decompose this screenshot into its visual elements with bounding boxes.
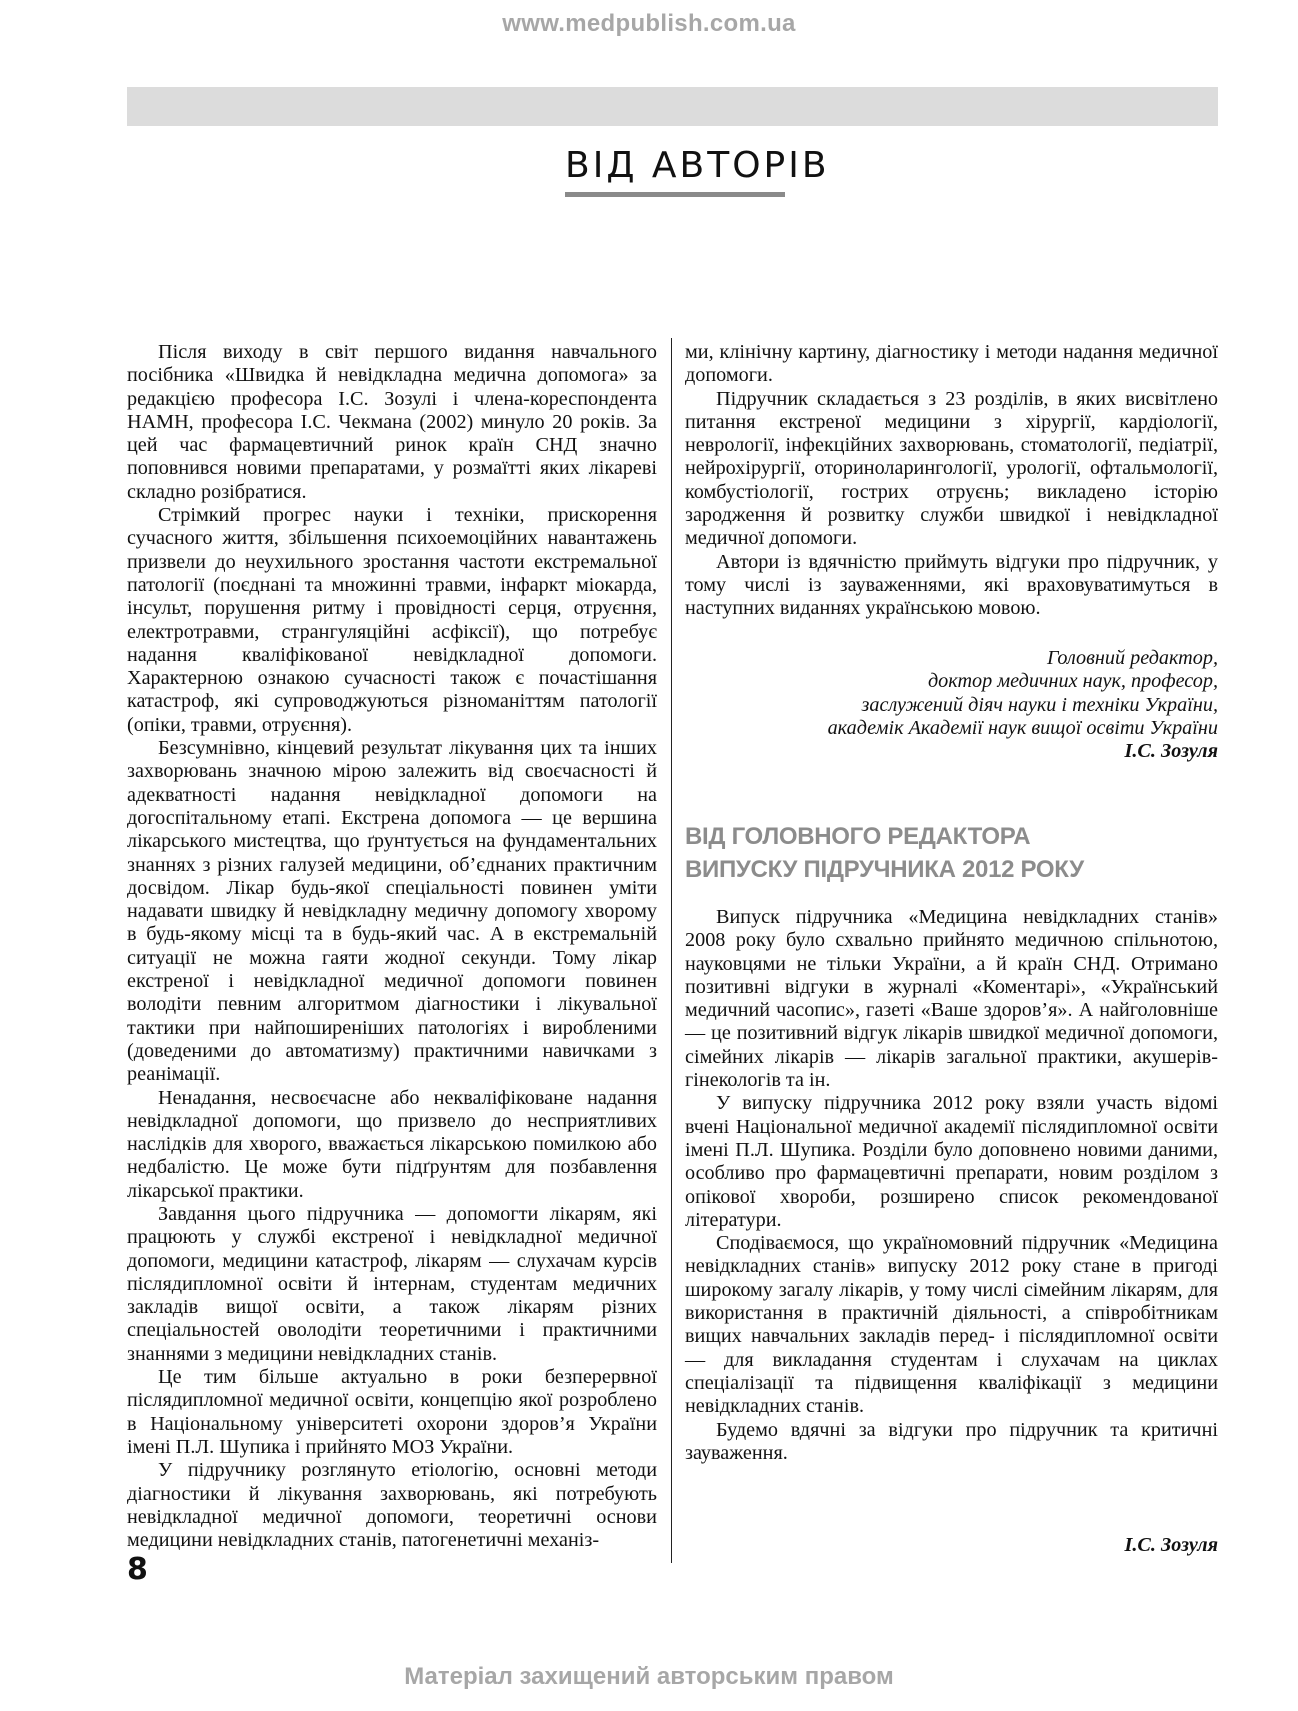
paragraph: Це тим більше актуально в роки безперервної післядипломної медичної освіти, концепцію якої розроблено в Національному університеті охорони здоров’я України імені П.Л. Шупика і прийнято МОЗ України. (127, 1366, 657, 1458)
section-heading (685, 820, 1218, 886)
paragraph: Автори із вдячністю приймуть відгуки про підручник, у тому числі із зауваженнями, які враховуватимуться в наступних виданнях українською мовою. (685, 550, 1218, 620)
paragraph: У підручнику розглянуто етіологію, основні методи діагностики й лікування захворювань, які потребують невідкладної медичної допомоги, теоретичні основи медицини невідкладних станів, патогенетичні механіз- (127, 1459, 657, 1552)
right-column-bottom (685, 906, 1218, 1465)
site-url: www.medpublish.com.ua (502, 10, 796, 37)
paragraph: Безсумнівно, кінцевий результат лікування цих та інших захворювань значною мірою залежить від своєчасності й адекватності надання невідкладної допомоги на догоспітальному етапі. Екстрена допомога — це вершина лікарського мистецтва, що ґрунтується на фундаментальних знаннях з різних галузей медицини, об’єднаних практичним досвідом. Лікар будь-якої спеціальності повинен уміти надавати швидку й невідкладну медичну допомогу хворому в будь-якому місці та в будь-який час. А в екстремальній ситуації не можна гаяти жодної секунди. Тому лікар екстреної і невідкладної медичної допомоги повинен володіти певним алгоритмом діагностики і лікувальної тактики при найпоширеніших патологіях і виробленими (доведеними до автоматизму) практичними навичками з реанімації. (127, 737, 657, 1086)
signature-line: Головний редактор, (1046, 647, 1218, 669)
paragraph: Сподіваємося, що україномовний підручник «Медицина невідкладних станів» випуску 2012 року стане в пригоді широкому загалу лікарів, у тому числі сімейним лікарям, для використання в практичній діяльності, а співробітникам вищих навчальних закладів перед- і післядипломної освіти — для викладання студентам і слухачам на циклах спеціалізації та підвищення кваліфікації з медицини невідкладних станів. (685, 1232, 1218, 1418)
copyright-notice: Матеріал захищений авторським правом (404, 1663, 894, 1690)
paragraph: Завдання цього підручника — допомогти лікарям, які працюють у службі екстреної і невідкладної медичної допомоги, медицини катастроф, лікарям — слухачам курсів післядипломної освіти й інтернам, студентам медичних закладів вищої освіти, а також лікарям різних спеціальностей оволодіти теоретичними і практичними знаннями з медицини невідкладних станів. (127, 1202, 657, 1365)
header-band (127, 87, 1218, 126)
chapter-title: ВІД АВТОРІВ (565, 145, 785, 197)
right-column-top (685, 341, 1218, 621)
paragraph-continuation: ми, клінічну картину, діагностику і методи надання медичної допомоги. (685, 341, 1218, 387)
page-number: 8 (127, 1552, 148, 1587)
left-column (127, 341, 657, 1552)
signature-line: заслужений діяч науки і техніки України, (861, 693, 1218, 716)
signature-line: доктор медичних наук, професор, (927, 670, 1218, 693)
section-heading-line: ВІД ГОЛОВНОГО РЕДАКТОРА (685, 823, 1031, 850)
signature-name: І.С. Зозуля (1124, 740, 1218, 763)
paragraph: Будемо вдячні за відгуки про підручник та критичні зауваження. (685, 1418, 1218, 1464)
paragraph: Ненадання, несвоєчасне або некваліфіковане надання невідкладної допомоги, що призвело до несприятливих наслідків для хворого, вважається лікарською помилкою або недбалістю. Це може бути підґрунтям для позбавлення лікарської практики. (127, 1086, 657, 1202)
authors-signature (685, 647, 1218, 763)
column-divider (671, 338, 672, 1563)
paragraph: Стрімкий прогрес науки і техніки, прискорення сучасного життя, збільшення психоемоційних навантажень призвели до неухильного зростання частоти екстремальної патології (поєднані та множинні травми, інфаркт міокарда, інсульт, порушення ритму і провідності серця, отруєння, електротравми, странгуляційні асфіксії), що потребує надання кваліфікованої невідкладної допомоги. Характерною ознакою сучасності також є почастішання катастроф, які супроводжуються різноманіттям патології (опіки, травми, отруєння). (127, 504, 657, 736)
paragraph: Після виходу в світ першого видання навчального посібника «Швидка й невідкладна медична допомога» за редакцією професора І.С. Зозулі і члена-кореспондента НАМН, професора І.С. Чекмана (2002) минуло 20 років. За цей час фармацевтичний ринок країн СНД значно поповнився новими препаратами, у розмаїтті яких лікареві складно розібратися. (127, 341, 657, 503)
paragraph: Підручник складається з 23 розділів, в яких висвітлено питання екстреної медицини з хірургії, кардіології, неврології, інфекційних захворювань, стоматології, педіатрії, нейрохірургії, оториноларингології, урології, офтальмології, комбустіології, гострих отруєнь; викладено історію зародження й розвитку служби швидкої і невідкладної медичної допомоги. (685, 387, 1218, 550)
paragraph: Випуск підручника «Медицина невідкладних станів» 2008 року було схвально прийнято медичною спільнотою, науковцями не тільки України, а й країн СНД. Отримано позитивні відгуки в журналі «Коментарі», «Український медичний часопис», газеті «Ваше здоров’я». А найголовніше — це позитивний відгук лікарів швидкої медичної допомоги, сімейних лікарів — лікарів загальної практики, акушерів-гінекологів та ін. (685, 906, 1218, 1092)
editor-signature: І.С. Зозуля (1124, 1534, 1218, 1556)
signature-line: академік Академії наук вищої освіти України (827, 716, 1218, 739)
section-heading-line: ВИПУСКУ ПІДРУЧНИКА 2012 РОКУ (685, 856, 1084, 883)
paragraph: У випуску підручника 2012 року взяли участь відомі вчені Національної медичної академії післядипломної освіти імені П.Л. Шупика. Розділи було доповнено новими даними, особливо про фармацевтичні препарати, новим розділом з опікової хвороби, розширено список рекомендованої літератури. (685, 1092, 1218, 1231)
